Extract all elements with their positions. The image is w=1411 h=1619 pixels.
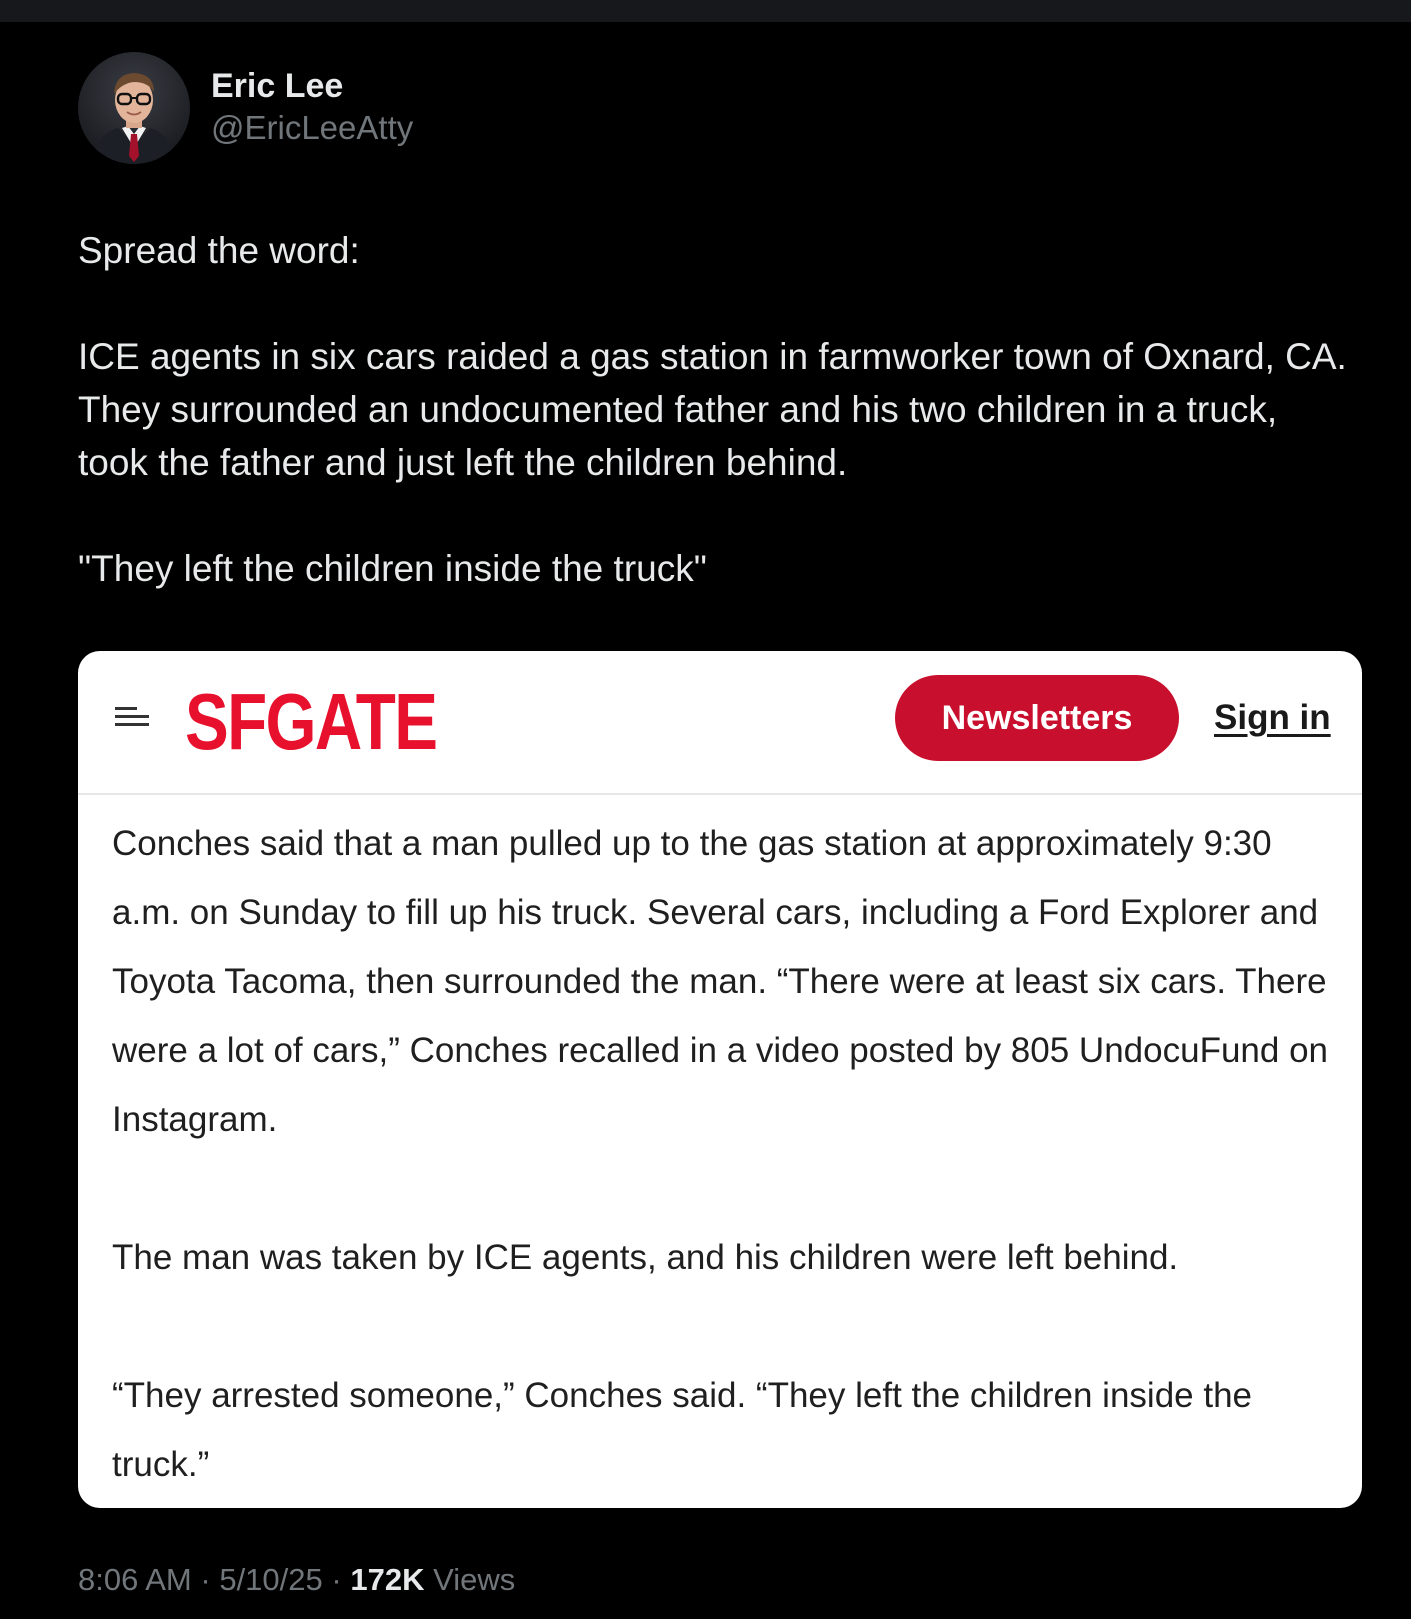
article-screenshot-card[interactable] [78, 651, 1362, 1508]
hamburger-menu-icon[interactable] [115, 707, 149, 729]
top-bar [0, 0, 1411, 22]
author-info [211, 66, 413, 150]
views-label: Views [433, 1562, 516, 1597]
meta-separator: · [200, 1562, 211, 1597]
article-paragraph: The man was taken by ICE agents, and his children were left behind. [112, 1238, 1179, 1277]
sfgate-header [78, 651, 1362, 795]
newsletters-button[interactable]: Newsletters [895, 675, 1179, 761]
article-paragraph: Conches said that a man pulled up to the gas station at approximately 9:30 a.m. on Sunday to fill up his truck. Several cars, including a Ford Explorer and Toyota Tacoma, then surrounded the man. “There were at least six cars. There were a lot of cars,” Conches recalled in a video posted by 805 UndocuFund on Instagram. [112, 824, 1328, 1139]
sfgate-logo[interactable]: SFGATE [185, 677, 437, 766]
author-handle[interactable]: @EricLeeAtty [211, 109, 414, 146]
avatar-portrait [78, 52, 190, 164]
meta-separator: · [331, 1562, 342, 1597]
sign-in-link[interactable]: Sign in [1214, 698, 1331, 737]
author-name[interactable]: Eric Lee [211, 67, 344, 105]
tweet-paragraph: ICE agents in six cars raided a gas station in farmworker town of Oxnard, CA. They surrounded an undocumented father and his two children in a truck, took the father and just left the children behind. [78, 336, 1347, 483]
tweet-text [78, 224, 1348, 595]
views-count: 172K [350, 1562, 425, 1597]
tweet-paragraph: Spread the word: [78, 230, 360, 271]
article-body [112, 809, 1348, 1499]
tweet-date[interactable]: 5/10/25 [219, 1562, 323, 1597]
avatar[interactable] [78, 52, 190, 164]
article-paragraph: “They arrested someone,” Conches said. “They left the children inside the truck.” [112, 1376, 1253, 1484]
tweet-time[interactable]: 8:06 AM [78, 1562, 192, 1597]
tweet-header [78, 52, 413, 164]
tweet-paragraph: "They left the children inside the truck" [78, 548, 707, 589]
tweet-meta [78, 1560, 515, 1600]
